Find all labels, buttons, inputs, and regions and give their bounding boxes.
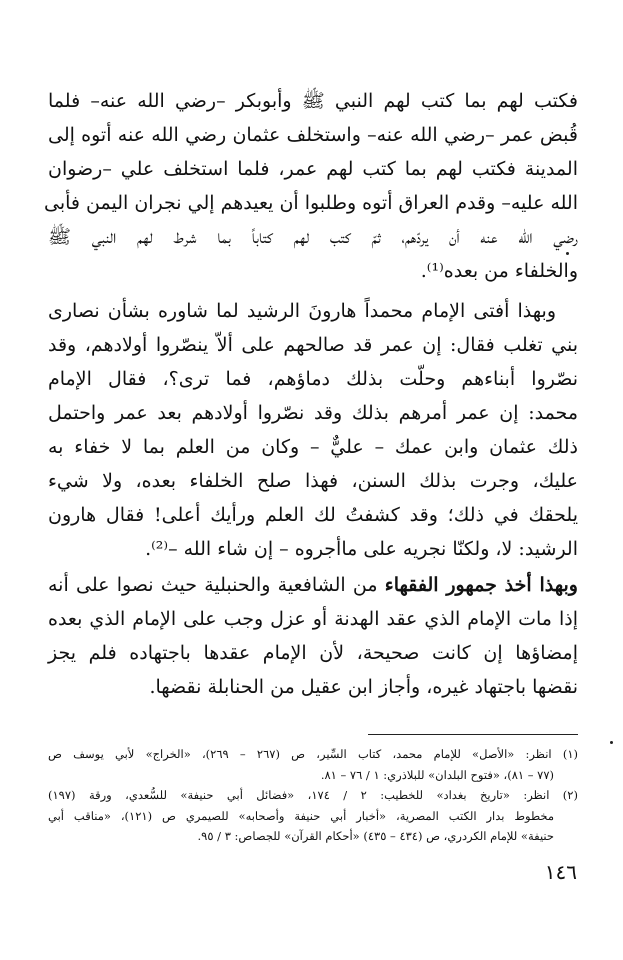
body-line: الرشيد: لا، ولكنّا نجريه على ماأجروه – إن شاء الله –⁽²⁾. bbox=[145, 538, 578, 560]
body-line-emphasis bbox=[48, 568, 578, 602]
scan-speck bbox=[610, 741, 613, 744]
paragraph-3 bbox=[48, 568, 578, 704]
body-line: نصّروا أبناءهم وحلّت بذلك دماؤهم، فما ترى؟، فقال الإمام bbox=[48, 368, 578, 390]
paragraph-2 bbox=[48, 294, 578, 566]
body-line: الله عليه– وقدم العراق أتوه وطلبوا أن يعيدهم إلي نجران اليمن فأبى bbox=[44, 192, 578, 214]
body-line: المدينة فكتب لهم بما كتب لهم عمر، فلما استخلف علي –رضوان bbox=[48, 158, 578, 180]
page-number: ١٤٦ bbox=[544, 860, 577, 884]
body-line: رضي الله عنه أن يردّهم، ثمّ كتب لهم كتاباً بما شرط لهم النبي ﷺ bbox=[48, 226, 578, 248]
body-line: يلحقك في ذلك؛ وقد كشفتُ لك العلم ورأيك أعلى! فقال هارون bbox=[48, 504, 578, 526]
footnote-line: مخطوط بدار الكتب المصرية، «أخبار أبي حنيفة وأصحابه» للصيمري ص (١٢١)، «مناقب أبي bbox=[48, 808, 554, 823]
body-line: وبهذا أفتى الإمام محمداً هارونَ الرشيد لما شاوره بشأن نصارى bbox=[48, 300, 556, 322]
body-line-rest: من الشافعية والحنبلية حيث نصوا على أنه bbox=[48, 574, 385, 596]
body-line: نقضها باجتهاد غيره، وأجاز ابن عقيل من الحنابلة نقضها. bbox=[149, 676, 578, 698]
footnote-line: (١) انظر: «الأصل» للإمام محمد، كتاب السِّير، ص (٢٦٧ – ٢٦٩)، «الخراج» لأبي يوسف ص bbox=[48, 747, 579, 761]
body-line: ذلك عثمان وابن عمك – عليٌّ – وكان من العلم بما لا خفاء به bbox=[48, 436, 578, 458]
body-line: محمد: إن عمر أمرهم بذلك وقد نصّروا أولادهم بعد عمر واحتمل bbox=[48, 402, 578, 424]
body-line: إذا مات الإمام الذي عقد الهدنة أو عزل وجب على الإمام الذي بعده bbox=[48, 608, 578, 630]
paragraph-1 bbox=[44, 84, 578, 288]
footnote-line: (٢) انظر: «تاريخ بغداد» للخطيب: ٢ / ١٧٤، «فضائل أبي حنيفة» للسُّعدي، ورقة (١٩٧) bbox=[48, 788, 578, 802]
body-line: قُبض عمر –رضي الله عنه– واستخلف عثمان رضي الله عنه أتوه إلى bbox=[48, 124, 578, 146]
footnote-divider bbox=[368, 734, 578, 735]
footnote-line: حنيفة» للإمام الكردري، ص (٤٣٤ – ٤٣٥) «أحكام القرآن» للجصاص: ٣ / ٩٥. bbox=[197, 829, 554, 843]
scan-speck bbox=[566, 252, 569, 255]
body-line: عليك، وجرت بذلك السنن، فهذا صلح الخلفاء بعده، ولا شيء bbox=[48, 470, 578, 492]
footnotes bbox=[48, 744, 578, 847]
footnote-line: (٧٧ – ٨١)، «فتوح البلدان» للبلاذري: ١ / ٧٦ – ٨١. bbox=[320, 767, 554, 782]
body-line: إمضاؤها إن كانت صحيحة، لأن الإمام عقدها باجتهاده فلم يجز bbox=[48, 642, 578, 664]
body-line: فكتب لهم بما كتب لهم النبي ﷺ وأبوبكر –رضي الله عنه– فلما bbox=[48, 90, 578, 112]
emphasis-phrase: وبهذا أخذ جمهور الفقهاء bbox=[384, 574, 578, 596]
body-line: بني تغلب فقال: إن عمر قد صالحهم على ألاّ ينصّروا أولادهم، وقد bbox=[48, 334, 578, 356]
body-line: والخلفاء من بعده⁽¹⁾. bbox=[420, 260, 578, 282]
